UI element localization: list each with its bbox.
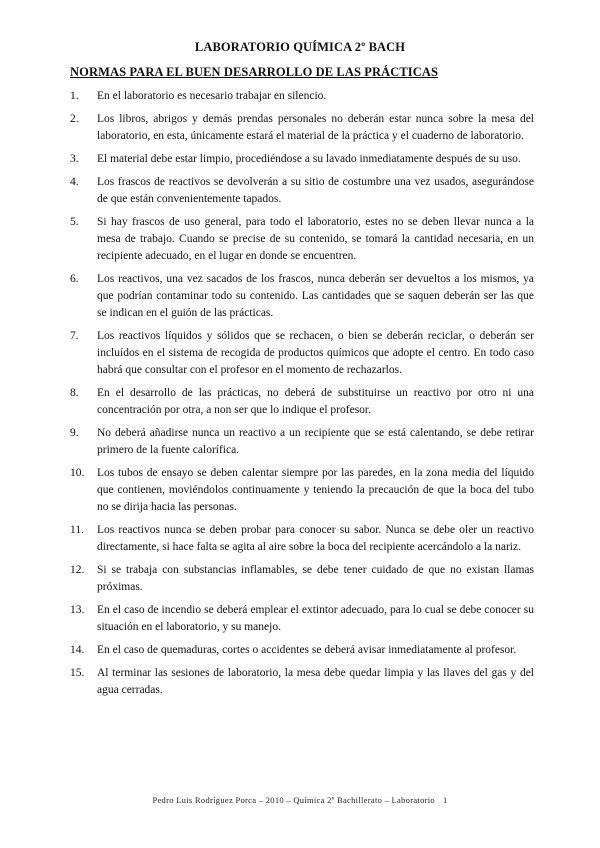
- rule-item: [70, 465, 534, 516]
- rule-item: [70, 271, 534, 322]
- footer-text: Pedro Luis Rodríguez Porca – 2010 – Química 2º Bachillerato – Laboratorio: [152, 795, 435, 805]
- rule-number: 5.: [70, 216, 79, 228]
- rule-number: 12.: [70, 564, 85, 576]
- rule-text: Los frascos de reactivos se devolverán a su sitio de costumbre una vez usados, asegurándose de que están convenientemente tapados.: [97, 176, 534, 205]
- rules-list: [70, 88, 534, 705]
- rule-number: 13.: [70, 604, 85, 616]
- rule-number: 10.: [70, 467, 85, 479]
- rule-item: [70, 522, 534, 556]
- rule-text: Al terminar las sesiones de laboratorio, la mesa debe quedar limpia y las llaves del gas y del agua cerradas.: [97, 667, 534, 696]
- rule-number: 6.: [70, 273, 79, 285]
- rule-item: [70, 602, 534, 636]
- rule-item: [70, 665, 534, 699]
- rule-item: [70, 425, 534, 459]
- rule-text: Los reactivos nunca se deben probar para conocer su sabor. Nunca se debe oler un reactivo directamente, si hace falta se agita al aire sobre la boca del recipiente acercándolo a la nariz.: [97, 524, 534, 553]
- rule-text: Si se trabaja con substancias inflamables, se debe tener cuidado de que no existan llamas próximas.: [97, 564, 534, 593]
- rule-item: [70, 151, 534, 168]
- rule-text: Si hay frascos de uso general, para todo el laboratorio, estes no se deben llevar nunca a la mesa de trabajo. Cuando se precise de su contenido, se tomará la cantidad necesaria, en un recipiente adecuado, en el lugar en donde se encuentren.: [97, 216, 534, 262]
- rule-text: Los reactivos, una vez sacados de los frascos, nunca deberán ser devueltos a los mismos, ya que podrían contaminar todo su contenido. Las cantidades que se saquen deberán ser las que se indican en el guión de las prácticas.: [97, 273, 534, 319]
- rule-number: 7.: [70, 330, 79, 342]
- page-footer: [0, 795, 600, 805]
- rule-number: 8.: [70, 387, 79, 399]
- rule-text: En el desarrollo de las prácticas, no deberá de substituirse un reactivo por otro ni una concentración por otra, a non ser que lo indique el profesor.: [97, 387, 534, 416]
- page-number: 1: [442, 795, 448, 805]
- rule-item: [70, 111, 534, 145]
- rule-number: 1.: [70, 90, 79, 102]
- rule-number: 15.: [70, 667, 85, 679]
- section-heading: NORMAS PARA EL BUEN DESARROLLO DE LAS PRÁCTICAS: [70, 65, 439, 79]
- rule-item: [70, 328, 534, 379]
- rule-number: 3.: [70, 153, 79, 165]
- rule-item: [70, 562, 534, 596]
- rule-number: 4.: [70, 176, 79, 188]
- rule-number: 9.: [70, 427, 79, 439]
- page-title: LABORATORIO QUÍMICA 2º BACH: [194, 40, 406, 54]
- rule-text: El material debe estar limpio, procediéndose a su lavado inmediatamente después de su uso.: [97, 153, 521, 165]
- rule-text: Los reactivos líquidos y sólidos que se rechacen, o bien se deberán reciclar, o deberán ser incluídos en el sistema de recogida de productos químicos que adopte el centro. En todo caso habrá que consultar con el profesor en el momento de rechazarlos.: [97, 330, 534, 376]
- rule-number: 2.: [70, 113, 79, 125]
- rule-text: En el laboratorio es necesario trabajar en silencio.: [97, 90, 327, 102]
- rule-item: [70, 214, 534, 265]
- rule-item: [70, 174, 534, 208]
- rule-text: No deberá añadirse nunca un reactivo a un recipiente que se está calentando, se debe retirar primero de la fuente calorífica.: [97, 427, 534, 456]
- rule-text: En el caso de quemaduras, cortes o accidentes se deberá avisar inmediatamente al profesor.: [97, 644, 517, 656]
- rule-item: [70, 88, 534, 105]
- rule-item: [70, 642, 534, 659]
- rule-text: Los libros, abrigos y demás prendas personales no deberán estar nunca sobre la mesa del laboratorio, en esta, únicamente estará el material de la práctica y el cuaderno de laboratorio.: [97, 113, 534, 142]
- rule-number: 11.: [70, 524, 84, 536]
- rule-number: 14.: [70, 644, 85, 656]
- rule-item: [70, 385, 534, 419]
- rule-text: En el caso de incendio se deberá emplear el extintor adecuado, para lo cual se debe conocer su situación en el laboratorio, y su manejo.: [97, 604, 534, 633]
- rule-text: Los tubos de ensayo se deben calentar siempre por las paredes, en la zona media del líquido que contienen, moviéndolos continuamente y teniendo la precaución de que la boca del tubo no se dirija hacia las personas.: [97, 467, 534, 513]
